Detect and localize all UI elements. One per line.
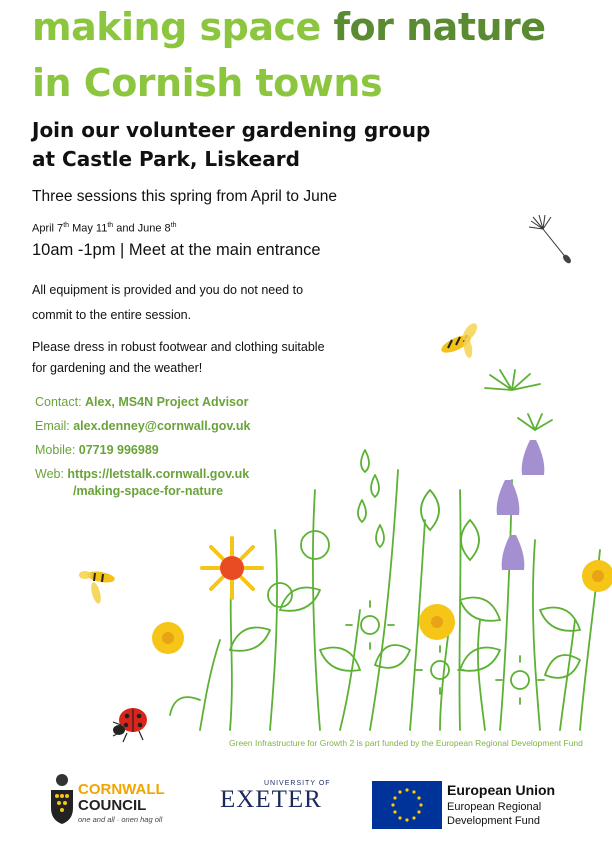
email-link[interactable]: alex.denney@cornwall.gov.uk [73,419,251,433]
eu-flag-icon [372,781,442,829]
funding-note: Green Infrastructure for Growth 2 is part funded by the European Regional Development Fund [229,738,583,748]
cornwall-name: CORNWALL [78,781,165,798]
headline-line-2: in Cornish towns [32,61,383,105]
subheading-line-2: at Castle Park, Liskeard [32,147,300,171]
exeter-name: EXETER [220,786,322,813]
eu-title: European Union [447,782,556,798]
bee-icon [75,565,125,607]
date-1: April 7 [32,222,64,235]
date-3: and June 8 [113,222,171,235]
headline-line-1 [32,4,546,50]
exeter-top-text: UNIVERSITY OF [264,780,331,787]
web-link[interactable]: https://letstalk.cornwall.gov.uk [67,467,250,481]
body-line-1: All equipment is provided and you do not need to [32,283,304,297]
mobile-value: 07719 996989 [78,443,159,457]
mobile-label: Mobile: [35,443,79,457]
dandelion-seed-icon [525,215,575,265]
eu-line-2: Development Fund [447,815,540,827]
date-2: May 11 [69,222,108,235]
eu-line-1: European Regional [447,801,542,813]
date-3-sup: th [170,222,177,229]
body-line-4: for gardening and the weather! [32,361,203,375]
date-2-sup: th [107,222,114,229]
contact-label: Contact: [35,395,86,409]
wildflowers-illustration [140,370,612,730]
dates-text [32,222,177,235]
eu-stars-icon [372,781,442,829]
body-text [32,278,372,381]
web-label: Web: [35,467,68,481]
headline-part-dark: for nature [333,5,546,49]
exeter-logo [220,780,330,820]
bee-icon [432,318,482,363]
cornwall-council-logo [48,772,188,832]
body-line-3: Please dress in robust footwear and clothing suitable [32,340,325,354]
cornwall-crest-icon [48,772,76,828]
headline-part-light: making space [32,5,334,49]
body-line-2: commit to the entire session. [32,308,192,322]
email-label: Email: [35,419,74,433]
contact-value: Alex, MS4N Project Advisor [85,395,249,409]
date-1-sup: th [63,222,70,229]
council-name: COUNCIL [78,797,147,814]
yellow-flower [202,538,262,598]
web-link-2[interactable]: /making-space-for-nature [73,484,224,498]
subheading-line-1: Join our volunteer gardening group [32,118,431,142]
sessions-text: Three sessions this spring from April to June [32,188,337,205]
cornwall-motto: one and all · onen hag oll [78,815,163,824]
time-place-text: 10am -1pm | Meet at the main entrance [32,241,321,259]
